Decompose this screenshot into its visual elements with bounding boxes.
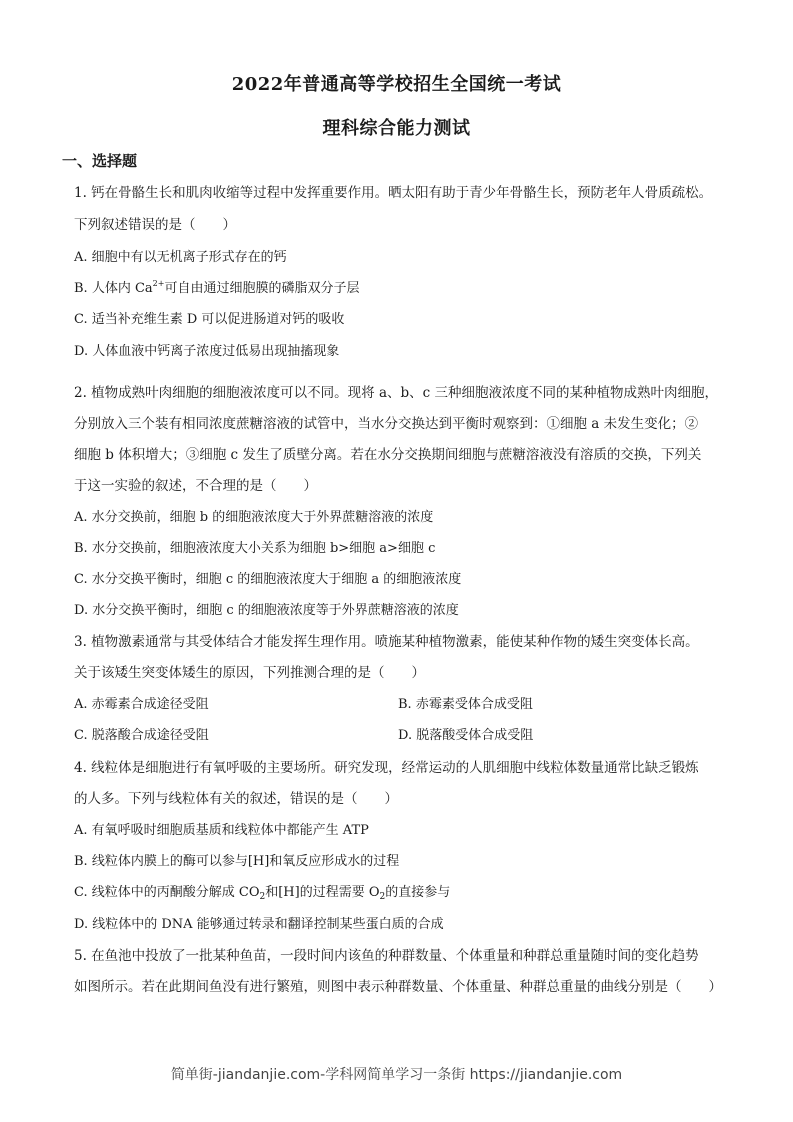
q3-option-a: A. 赤霉素合成途径受阻 [74, 697, 209, 712]
q3-option-d: D. 脱落酸受体合成受阻 [398, 728, 534, 743]
q4-option-a: A. 有氧呼吸时细胞质基质和线粒体中都能产生 ATP [74, 823, 369, 838]
q5-stem-line2: 如图所示。若在此期间鱼没有进行繁殖，则图中表示种群数量、个体重量、种群总重量的曲线分别是（ ） [74, 979, 722, 995]
q2-option-c: C. 水分交换平衡时，细胞 c 的细胞液浓度大于细胞 a 的细胞液浓度 [74, 572, 462, 587]
q1-stem-line2: 下列叙述错误的是（ ） [74, 217, 236, 233]
q3-option-c: C. 脱落酸合成途径受阻 [74, 728, 209, 743]
exam-title: 2022年普通高等学校招生全国统一考试 [231, 74, 562, 95]
q3-option-b: B. 赤霉素受体合成受阻 [398, 697, 533, 712]
q4-option-b: B. 线粒体内膜上的酶可以参与[H]和氧反应形成水的过程 [74, 854, 400, 869]
q2-stem-line3: 细胞 b 体积增大；③细胞 c 发生了质壁分离。若在水分交换期间细胞与蔗糖溶液没有溶质的交换，下列关 [74, 447, 702, 463]
q2-stem-line2: 分别放入三个装有相同浓度蔗糖溶液的试管中，当水分交换达到平衡时观察到：①细胞 a 未发生变化；② [74, 416, 699, 432]
q4-stem-line2: 的人多。下列与线粒体有关的叙述，错误的是（ ） [74, 791, 398, 807]
q4-option-d: D. 线粒体中的 DNA 能够通过转录和翻译控制某些蛋白质的合成 [74, 917, 444, 932]
q3-stem-line1: 3. 植物激素通常与其受体结合才能发挥生理作用。喷施某种植物激素，能使某种作物的矮生突变体长高。 [74, 634, 699, 650]
q1-stem-line1: 1. 钙在骨骼生长和肌肉收缩等过程中发挥重要作用。晒太阳有助于青少年骨骼生长，预防老年人骨质疏松。 [74, 185, 713, 201]
q5-stem-line1: 5. 在鱼池中投放了一批某种鱼苗，一段时间内该鱼的种群数量、个体重量和种群总重量随时间的变化趋势 [74, 948, 699, 964]
q2-option-d: D. 水分交换平衡时，细胞 c 的细胞液浓度等于外界蔗糖溶液的浓度 [74, 603, 459, 618]
q4-option-c: C. 线粒体中的丙酮酸分解成 $CO_2$和[H]的过程需要 $O_2$的直接参与 [74, 885, 451, 902]
q1-option-d: D. 人体血液中钙离子浓度过低易出现抽搐现象 [74, 344, 340, 359]
q2-stem-line4: 于这一实验的叙述，不合理的是（ ） [74, 478, 317, 494]
q2-option-b: B. 水分交换前，细胞液浓度大小关系为细胞 b>细胞 a>细胞 c [74, 541, 436, 556]
q2-option-a: A. 水分交换前，细胞 b 的细胞液浓度大于外界蔗糖溶液的浓度 [74, 510, 434, 525]
q1-option-a: A. 细胞中有以无机离子形式存在的钙 [74, 250, 287, 265]
footer-watermark: 简单街-jiandanjie.com-学科网简单学习一条街 https://jiandanjie.com [170, 1067, 623, 1083]
section-heading: 一、选择题 [62, 152, 138, 170]
q1-option-c: C. 适当补充维生素 D 可以促进肠道对钙的吸收 [74, 312, 345, 327]
q1-option-b: B. 人体内 $Ca^{2+}$可自由通过细胞膜的磷脂双分子层 [74, 279, 360, 296]
q2-stem-line1: 2. 植物成熟叶肉细胞的细胞液浓度可以不同。现将 a、b、c 三种细胞液浓度不同的某种植物成熟叶肉细胞， [74, 385, 719, 401]
exam-subtitle: 理科综合能力测试 [322, 118, 471, 139]
q3-stem-line2: 关于该矮生突变体矮生的原因，下列推测合理的是（ ） [74, 665, 425, 681]
q4-stem-line1: 4. 线粒体是细胞进行有氧呼吸的主要场所。研究发现，经常运动的人肌细胞中线粒体数量通常比缺乏锻炼 [74, 760, 699, 776]
